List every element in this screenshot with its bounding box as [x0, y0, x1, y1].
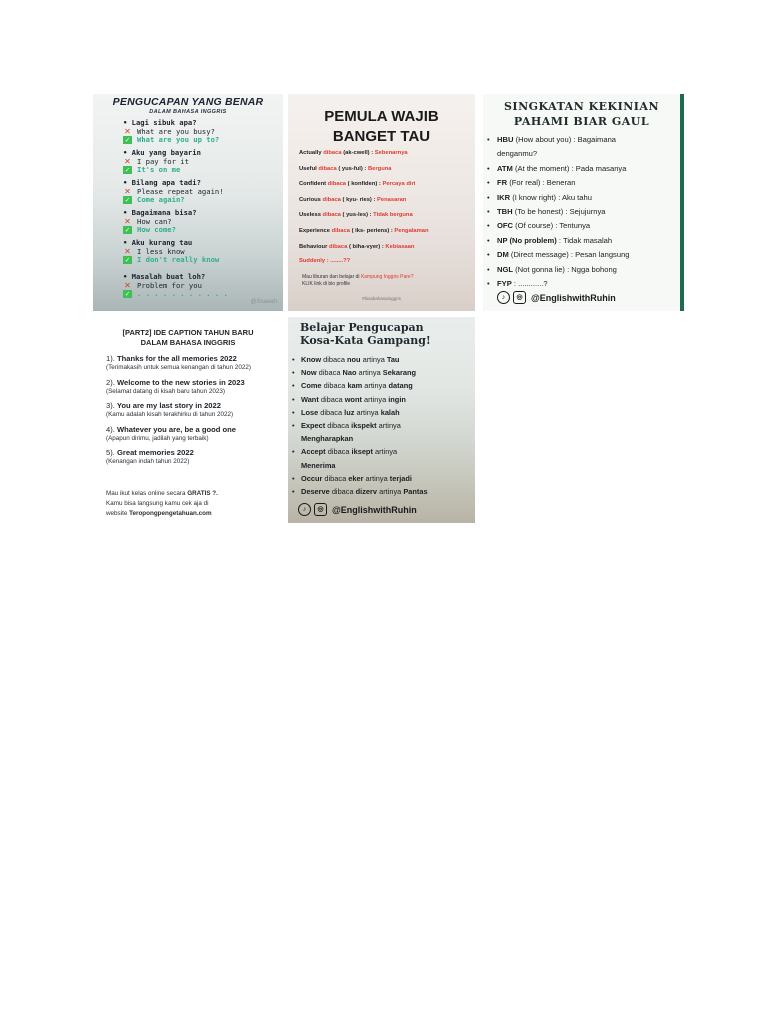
abbr: OFC [497, 221, 514, 231]
vocab-word: Now [301, 368, 317, 378]
meaning: terjadi [389, 473, 412, 483]
instagram-icon[interactable]: ◎ [314, 503, 327, 516]
abbr-meaning: denganmu? [497, 149, 538, 159]
right-row [123, 226, 283, 235]
card-title-line1: Belajar Pengucapan [300, 321, 424, 334]
pronunciation: ( iks- periens) : [351, 228, 393, 234]
vocab-item [292, 408, 400, 417]
meaning: ingin [388, 394, 406, 404]
vocab-word: Come [301, 381, 322, 391]
right-text: I don't really know [137, 255, 220, 265]
read-label: dibaca [322, 473, 349, 483]
bullet: • [292, 355, 295, 364]
abbr-full: (Not gonna lie) [513, 264, 565, 274]
bullet: • [487, 264, 490, 274]
abbr-meaning: : Bagaimana [571, 135, 617, 144]
vocab-line [299, 212, 413, 218]
caption-number: 4). [106, 424, 115, 434]
check-icon: ✓ [124, 196, 131, 205]
abbr-meaning: : Aku tahu [556, 192, 592, 202]
abbr: NGL [497, 264, 514, 274]
pronunciation: nou [347, 355, 361, 364]
meaning: Pengalaman [394, 228, 429, 234]
vocab-item [292, 421, 401, 430]
abbreviation-item [487, 279, 548, 288]
card-belajar-pengucapan [288, 317, 475, 523]
card-title: PENGUCAPAN YANG BENAR [112, 96, 264, 108]
abbreviation-item [487, 193, 592, 202]
instagram-icon[interactable]: ◎ [513, 291, 526, 304]
meaning: datang [388, 381, 413, 391]
cross-icon: ✕ [124, 280, 131, 290]
cross-icon: ✕ [124, 156, 131, 166]
caption-number: 2). [106, 377, 115, 387]
abbr-meaning: : ............? [511, 279, 548, 288]
pronunciation: luz [344, 407, 355, 417]
vocab-line [299, 244, 414, 250]
bullet: • [487, 279, 490, 288]
vocab-word: Behaviour [299, 243, 328, 250]
vocab-item [292, 355, 399, 364]
card-pengucapan-yang-benar [93, 94, 283, 311]
abbr-full: (I know right) [510, 192, 557, 202]
vocab-item [292, 395, 406, 404]
card-singkatan-kekinian [483, 94, 684, 311]
bullet: • [487, 192, 490, 202]
cross-icon: ✕ [124, 186, 131, 196]
abbr-meaning: : Tentunya [553, 221, 591, 231]
right-row [123, 256, 283, 265]
vocab-word: Occur [301, 473, 323, 483]
pronunciation: wont [344, 394, 362, 404]
read-label: dibaca [329, 487, 356, 496]
caption-translation: (Apapun dirimu, jadilah yang terbaik) [106, 434, 209, 442]
card-title-line1: PEMULA WAJIB [324, 108, 439, 125]
abbreviation-item [487, 207, 605, 216]
vocab-word: Want [301, 394, 319, 404]
pronunciation: iksept [351, 447, 373, 457]
pronunciation: ( yus-ful) : [338, 165, 367, 172]
vocab-word: Useful [299, 165, 317, 172]
bullet: • [487, 250, 490, 260]
pronunciation: Mengharapkan [301, 434, 354, 444]
abbr: FR [497, 178, 508, 188]
meaning-label: artinya [376, 421, 401, 430]
right-row [123, 136, 283, 145]
pronunciation-item [123, 119, 283, 145]
check-icon: ✓ [124, 166, 131, 175]
meaning: Berguna [367, 165, 392, 172]
pronunciation: (ak-cwell) : [343, 150, 374, 156]
right-text: Come again? [137, 195, 185, 205]
card-ide-caption [93, 317, 283, 523]
caption-english: Great memories 2022 [114, 448, 194, 457]
bullet: • [292, 368, 295, 378]
read-label: dibaca [327, 181, 347, 188]
caption-item [106, 378, 245, 387]
vocab-word: Actually [299, 150, 322, 156]
question-text: Bagaimana bisa? [131, 208, 197, 217]
bullet: • [123, 178, 128, 187]
bullet: • [292, 394, 295, 404]
card-pemula-wajib [288, 94, 475, 311]
caption-english: You are my last story in 2022 [114, 401, 221, 410]
caption-translation: (Kenangan indah tahun 2022) [106, 458, 190, 465]
abbr: TBH [497, 207, 513, 216]
bullet: • [123, 208, 128, 217]
read-label: dibaca [321, 355, 348, 364]
card-title-line1: [PART2] IDE CAPTION TAHUN BARU [122, 328, 254, 337]
meaning-label: artinya [361, 394, 389, 404]
abbr: NP [497, 235, 508, 245]
read-label: dibaca [325, 447, 352, 457]
vocab-line [299, 166, 392, 172]
vocab-word: Useless [299, 212, 321, 219]
pronunciation-item [123, 149, 283, 175]
bullet: • [292, 421, 295, 430]
abbr-meaning: : Ngga bohong [564, 264, 617, 274]
promo-line-2: Kamu bisa langsung kamu cek aja di [106, 500, 209, 507]
website-link[interactable]: Teropongpengetahuan.com [129, 510, 212, 517]
card-subtitle: DALAM BAHASA INGGRIS [149, 109, 227, 115]
caption-item [106, 354, 237, 363]
pronunciation-item [123, 209, 283, 235]
meaning-label: artinya [356, 368, 383, 378]
caption-translation: (Selamat datang di kisah baru tahun 2023) [106, 387, 226, 395]
pronunciation: ( yus-les) : [342, 212, 372, 219]
abbr-full: (No problem) [507, 235, 557, 245]
abbr: DM [497, 250, 509, 260]
card-title-line2: BANGET TAU [332, 128, 431, 145]
bullet: • [123, 118, 128, 127]
read-label: dibaca [321, 381, 348, 391]
vocab-item [292, 461, 336, 470]
vocab-word: Accept [301, 447, 326, 457]
caption-translation: (Kamu adalah kisah terakhirku di tahun 2022) [106, 411, 234, 418]
abbr: ATM [497, 163, 513, 173]
card-title-line2: DALAM BAHASA INGGRIS [140, 338, 236, 347]
pronunciation: ikspekt [351, 421, 377, 430]
meaning: Penasaran [377, 196, 407, 203]
vocab-word: Experience [299, 228, 330, 234]
vocab-item [292, 381, 413, 390]
abbr-full: (For real) [507, 178, 541, 188]
pronunciation: kam [347, 381, 363, 391]
question-text: Lagi sibuk apa? [131, 118, 197, 127]
bullet: • [123, 238, 128, 247]
right-row [123, 290, 283, 299]
pronunciation: Nao [342, 368, 357, 378]
abbreviation-item [487, 250, 630, 259]
vocab-word: Expect [301, 421, 326, 430]
tiktok-icon[interactable]: ♪ [298, 503, 311, 516]
wrong-text: I less know [137, 246, 185, 256]
bullet: • [123, 148, 128, 157]
card-title-line1: SINGKATAN KEKINIAN [503, 100, 660, 113]
tiktok-icon[interactable]: ♪ [497, 291, 510, 304]
read-label: dibaca [316, 368, 343, 378]
pronunciation: ( kyu- ries) : [342, 196, 376, 203]
abbr-meaning: : Pesan langsung [568, 250, 630, 260]
promo-note: Mau liburan dan belajar di Kampung Inggris Pare? KLIK link di bio profile [302, 274, 414, 287]
meaning-label: artinya [354, 407, 381, 417]
meaning-label: artinya [377, 487, 404, 496]
check-icon: ✓ [124, 136, 131, 145]
wrong-text: How can? [137, 216, 172, 226]
bullet: • [487, 178, 490, 188]
right-text: What are you up to? [137, 135, 220, 145]
bullet: • [487, 163, 490, 173]
bullet: • [292, 473, 295, 483]
vocab-line [299, 150, 408, 156]
cross-icon: ✕ [124, 246, 131, 256]
vocab-line [299, 197, 406, 203]
caption-item [106, 401, 221, 410]
abbr: HBU [497, 135, 514, 144]
vocab-item [292, 368, 416, 377]
meaning: Tidak berguna [373, 212, 413, 219]
pronunciation-item [123, 179, 283, 205]
abbr-meaning: : Beneran [540, 178, 576, 188]
meaning: Sekarang [382, 368, 417, 378]
check-icon: ✓ [124, 290, 131, 299]
wrong-text: I pay for it [137, 156, 189, 166]
vocab-item [292, 487, 428, 496]
abbr-meaning: : Pada masanya [569, 163, 627, 173]
right-row [123, 196, 283, 205]
right-text: . . . . . . . . . . . [137, 289, 228, 299]
caption-item [106, 448, 194, 457]
wrong-text: Please repeat again! [137, 186, 224, 196]
bullet: • [292, 487, 295, 496]
pronunciation: ( konfiden) : [347, 181, 381, 188]
vocab-item [292, 447, 397, 456]
pronunciation: eker [348, 473, 364, 483]
vocab-item [292, 434, 353, 443]
abbr: FYP [497, 279, 512, 288]
pronunciation-item [123, 273, 283, 299]
question-text: Bilang apa tadi? [131, 178, 201, 187]
meaning: Sebenarnya [374, 150, 408, 156]
bullet: • [487, 235, 490, 245]
watermark: @Ssaeah [250, 299, 277, 305]
read-label: dibaca [322, 196, 341, 203]
read-label: dibaca [318, 394, 345, 404]
read-label: dibaca [322, 212, 341, 219]
abbr-full: (At the moment) [512, 163, 570, 173]
vocab-word: Curious [299, 196, 321, 203]
check-icon: ✓ [124, 226, 131, 235]
caption-item [106, 425, 236, 434]
vocab-word: Lose [301, 407, 319, 417]
vocab-word: Deserve [301, 487, 330, 496]
bullet: • [487, 221, 490, 231]
abbreviation-item [487, 149, 537, 158]
hashtag: #bisabahasainggris [362, 296, 401, 301]
read-label: dibaca [318, 407, 345, 417]
abbr-full: (How about you) [513, 135, 572, 144]
card-title-line2: PAHAMI BIAR GAUL [513, 115, 650, 128]
bullet: • [123, 272, 128, 281]
caption-english: Thanks for the all memories 2022 [114, 354, 237, 363]
abbr-full: (To be honest) [512, 207, 564, 216]
promo-line-1: Mau ikut kelas online secara GRATIS ?. [106, 490, 218, 497]
abbr-meaning: : Sejujurnya [563, 207, 606, 216]
question-text: Masalah buat loh? [131, 272, 206, 281]
abbreviation-item [487, 164, 626, 173]
pronunciation-item [123, 239, 283, 265]
meaning: Pantas [403, 487, 428, 496]
abbr-full: (Of course) [513, 221, 554, 231]
vocab-word: Confident [299, 181, 327, 188]
accent-edge [680, 94, 684, 311]
abbr-meaning: : Tidak masalah [556, 235, 613, 245]
suddenly-line: Suddenly : ........?? [299, 258, 351, 264]
abbreviation-item [487, 236, 612, 245]
abbreviation-item [487, 135, 616, 144]
caption-number: 5). [106, 448, 115, 457]
social-footer [497, 291, 616, 304]
social-handle: @EnglishwithRuhin [332, 504, 417, 515]
bullet: • [292, 407, 295, 417]
meaning-label: artinya [363, 473, 390, 483]
wrong-text: What are you busy? [137, 126, 215, 136]
pronunciation: ( biha-vyer) : [348, 243, 384, 250]
card-title-line2: Kosa-Kata Gampang! [300, 334, 431, 347]
abbreviation-item [487, 221, 590, 230]
meaning-label: artinya [360, 355, 387, 364]
meaning: Kebiasaan [385, 243, 415, 250]
right-text: How come? [137, 225, 176, 235]
cross-icon: ✕ [124, 126, 131, 136]
meaning: kalah [380, 407, 400, 417]
caption-translation: (Terimakasih untuk semua kenangan di tahun 2022) [106, 364, 251, 371]
right-text: It's on me [137, 165, 181, 175]
read-label: dibaca [318, 165, 337, 172]
caption-number: 3). [106, 401, 115, 410]
wrong-text: Problem for you [137, 280, 202, 290]
bullet: • [292, 447, 295, 457]
cross-icon: ✕ [124, 216, 131, 226]
meaning: Tau [386, 355, 400, 364]
vocab-line [299, 228, 429, 234]
read-label: dibaca [323, 150, 342, 156]
social-footer [298, 503, 417, 516]
check-icon: ✓ [124, 256, 131, 265]
right-row [123, 166, 283, 175]
abbr: IKR [497, 192, 511, 202]
caption-english: Whatever you are, be a good one [114, 424, 236, 434]
question-text: Aku kurang tau [131, 238, 193, 247]
promo-line-3: website Teropongpengetahuan.com [106, 510, 212, 517]
meaning: Percaya diri [382, 181, 416, 188]
vocab-item [292, 474, 412, 483]
abbreviation-item [487, 178, 576, 187]
pronunciation: dizerv [355, 487, 378, 496]
meaning-label: artinya [362, 381, 389, 391]
bullet: • [487, 135, 490, 144]
bullet: • [487, 207, 490, 216]
bullet: • [292, 381, 295, 391]
abbr-full: (Direct message) [508, 250, 569, 260]
pronunciation: Menerima [301, 460, 336, 470]
social-handle: @EnglishwithRuhin [531, 292, 616, 303]
vocab-line [299, 181, 415, 187]
caption-number: 1). [106, 354, 115, 363]
read-label: dibaca [325, 421, 352, 430]
meaning-label: artinya [372, 447, 398, 457]
caption-english: Welcome to the new stories in 2023 [114, 377, 245, 387]
question-text: Aku yang bayarin [131, 148, 201, 157]
read-label: dibaca [331, 228, 350, 234]
read-label: dibaca [328, 243, 348, 250]
abbreviation-item [487, 265, 617, 274]
vocab-word: Know [301, 355, 322, 364]
